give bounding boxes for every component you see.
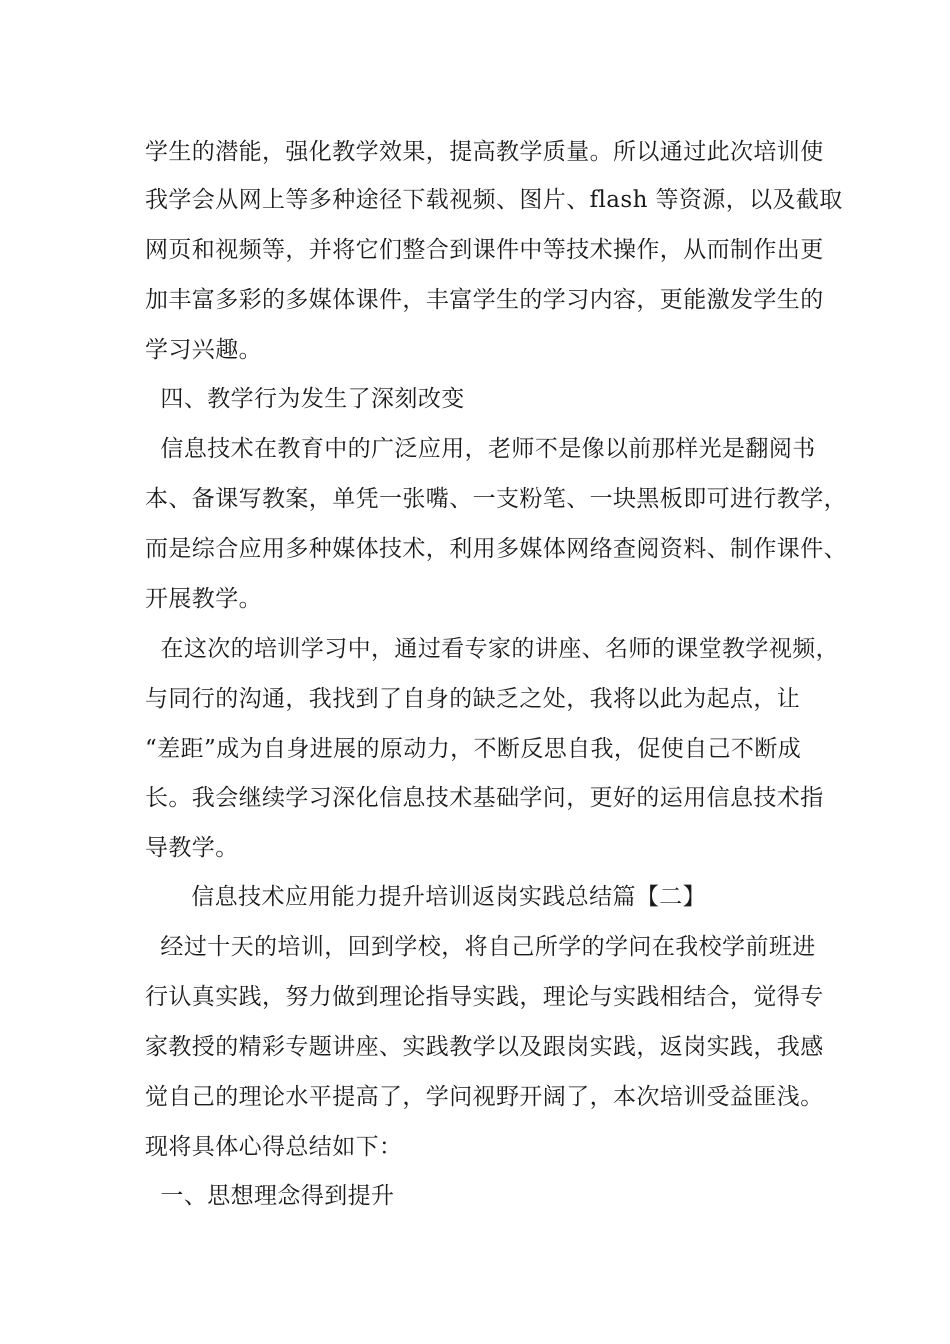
text-line: 现将具体心得总结如下： [145, 1134, 403, 1160]
text-line: 觉自己的理论水平提高了，学问视野开阔了，本次培训受益匪浅。 [145, 1084, 824, 1110]
text-line: 导教学。 [145, 835, 239, 861]
text-line: 信息技术在教育中的广泛应用，老师不是像以前那样光是翻阅书 [145, 436, 816, 462]
text-line: 行认真实践，努力做到理论指导实践，理论与实践相结合，觉得专 [145, 984, 824, 1010]
section-heading: 四、教学行为发生了深刻改变 [145, 386, 465, 412]
text-line: 学生的潜能，强化教学效果，提高教学质量。所以通过此次培训使 [145, 139, 824, 165]
text-line: 在这次的培训学习中，通过看专家的讲座、名师的课堂教学视频， [145, 636, 840, 662]
text-line: 经过十天的培训，回到学校，将自己所学的学问在我校学前班进 [145, 934, 816, 960]
text-line: 加丰富多彩的多媒体课件，丰富学生的学习内容，更能激发学生的 [145, 287, 824, 313]
text-line: 与同行的沟通，我找到了自身的缺乏之处，我将以此为起点，让 [145, 686, 801, 712]
section-title: 信息技术应用能力提升培训返岗实践总结篇【二】 [145, 884, 707, 910]
text-line: 开展教学。 [145, 586, 262, 612]
text-line: 家教授的精彩专题讲座、实践教学以及跟岗实践，返岗实践，我感 [145, 1034, 824, 1060]
text-line: 本、备课写教案，单凭一张嘴、一支粉笔、一块黑板即可进行教学， [145, 486, 847, 512]
text-line: 学习兴趣。 [145, 337, 262, 363]
text-line: 长。我会继续学习深化信息技术基础学问，更好的运用信息技术指 [145, 785, 824, 811]
text-line: “差距”成为自身进展的原动力，不断反思自我，促使自己不断成 [145, 736, 802, 762]
text-line: 网页和视频等，并将它们整合到课件中等技术操作，从而制作出更 [145, 237, 824, 263]
section-heading: 一、思想理念得到提升 [145, 1183, 395, 1209]
text-line: 我学会从网上等多种途径下载视频、图片、flash 等资源，以及截取 [145, 187, 843, 213]
text-line: 而是综合应用多种媒体技术，利用多媒体网络查阅资料、制作课件、 [145, 536, 847, 562]
